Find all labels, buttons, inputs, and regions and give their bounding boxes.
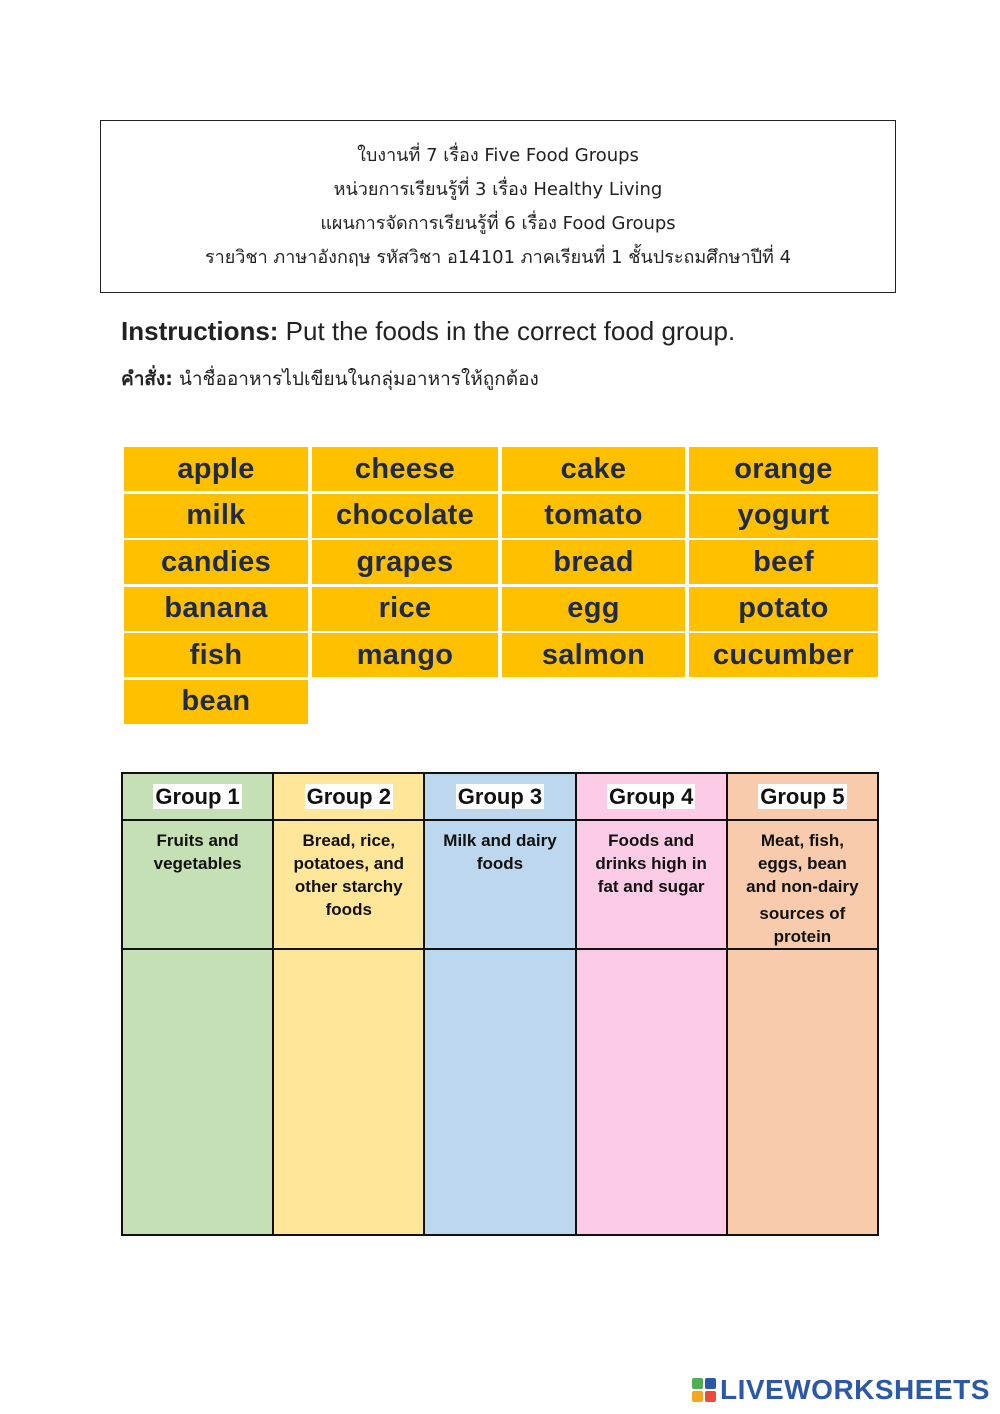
header-line-subject: รายวิชา ภาษาอังกฤษ รหัสวิชา อ14101 ภาคเรียนที่ 1 ชั้นประถมศึกษาปีที่ 4: [204, 247, 792, 268]
word-tile-milk[interactable]: milk: [124, 494, 308, 538]
word-tile-yogurt[interactable]: yogurt: [689, 494, 878, 538]
group-5-desc-line: Meat, fish,: [760, 831, 844, 850]
word-tile-tomato[interactable]: tomato: [502, 494, 685, 538]
instructions-label: Instructions:: [121, 316, 279, 346]
header-line-lesson-plan: แผนการจัดการเรียนรู้ที่ 6 เรื่อง Food Groups: [320, 213, 676, 234]
group-5-desc-line: eggs, bean: [757, 854, 847, 873]
group-5-description: [727, 820, 878, 949]
group-2-desc-line: foods: [325, 900, 372, 919]
groups-answer-row: [122, 949, 878, 1235]
group-1-header: [122, 773, 273, 820]
header-line-worksheet: ใบงานที่ 7 เรื่อง Five Food Groups: [357, 145, 639, 166]
instructions-th-label: คำสั่ง:: [121, 368, 173, 390]
group-3-drop-zone[interactable]: [424, 949, 575, 1235]
word-tile-cucumber[interactable]: cucumber: [689, 633, 878, 677]
header-line-unit: หน่วยการเรียนรู้ที่ 3 เรื่อง Healthy Living: [333, 179, 663, 200]
group-2-title: Group 2: [306, 783, 391, 809]
group-5-title: Group 5: [760, 783, 845, 809]
group-5-drop-zone[interactable]: [727, 949, 878, 1235]
group-2-header: [273, 773, 424, 820]
group-2-drop-zone[interactable]: [273, 949, 424, 1235]
word-tile-mango[interactable]: mango: [312, 633, 498, 677]
instructions-th-text: นำชื่ออาหารไปเขียนในกลุ่มอาหารให้ถูกต้อง: [172, 368, 539, 390]
word-bank: [124, 447, 876, 724]
group-5-header: [727, 773, 878, 820]
word-tile-banana[interactable]: banana: [124, 587, 308, 631]
group-4-desc-line: drinks high in: [595, 854, 707, 873]
group-2-desc-line: potatoes, and: [293, 854, 405, 873]
group-1-drop-zone[interactable]: [122, 949, 273, 1235]
word-tile-beef[interactable]: beef: [689, 540, 878, 584]
group-3-header: [424, 773, 575, 820]
group-1-description: [122, 820, 273, 949]
groups-header-row: [122, 773, 878, 820]
word-tile-bean[interactable]: bean: [124, 680, 308, 724]
group-4-header: [576, 773, 727, 820]
food-groups-table: [121, 772, 879, 1236]
brand-name: LIVEWORKSHEETS: [720, 1374, 990, 1405]
word-tile-fish[interactable]: fish: [124, 633, 308, 677]
worksheet-header-box: [100, 120, 896, 293]
group-3-title: Group 3: [457, 783, 543, 809]
word-tile-grapes[interactable]: grapes: [312, 540, 498, 584]
word-tile-bread[interactable]: bread: [502, 540, 685, 584]
instructions-th: [121, 364, 539, 394]
group-5-desc-line: protein: [773, 927, 832, 946]
group-2-desc-line: Bread, rice,: [302, 831, 396, 850]
group-4-drop-zone[interactable]: [576, 949, 727, 1235]
word-tile-cheese[interactable]: cheese: [312, 447, 498, 491]
group-4-title: Group 4: [608, 783, 694, 809]
instructions-en: [121, 316, 735, 347]
instructions-text: Put the foods in the correct food group.: [278, 316, 736, 346]
group-3-desc-line: foods: [476, 854, 524, 873]
group-2-desc-line: other starchy: [294, 877, 403, 896]
word-tile-apple[interactable]: apple: [124, 447, 308, 491]
word-tile-egg[interactable]: egg: [502, 587, 685, 631]
group-1-title: Group 1: [155, 783, 240, 809]
word-tile-orange[interactable]: orange: [689, 447, 878, 491]
liveworksheets-brand: [692, 1374, 990, 1406]
word-tile-salmon[interactable]: salmon: [502, 633, 685, 677]
group-3-desc-line: Milk and dairy: [443, 831, 557, 850]
word-tile-potato[interactable]: potato: [689, 587, 878, 631]
group-1-desc-line: Fruits and: [156, 831, 239, 850]
group-4-desc-line: fat and sugar: [597, 877, 705, 896]
group-5-desc-line: sources of: [759, 904, 846, 923]
groups-description-row: [122, 820, 878, 949]
group-1-desc-line: vegetables: [153, 854, 242, 873]
word-tile-chocolate[interactable]: chocolate: [312, 494, 498, 538]
group-2-description: [273, 820, 424, 949]
word-tile-candies[interactable]: candies: [124, 540, 308, 584]
group-4-desc-line: Foods and: [608, 831, 695, 850]
liveworksheets-logo-icon: [692, 1378, 716, 1402]
word-tile-rice[interactable]: rice: [312, 587, 498, 631]
group-3-description: [424, 820, 575, 949]
group-4-description: [576, 820, 727, 949]
word-tile-cake[interactable]: cake: [502, 447, 685, 491]
group-5-desc-line: and non-dairy: [746, 877, 859, 896]
